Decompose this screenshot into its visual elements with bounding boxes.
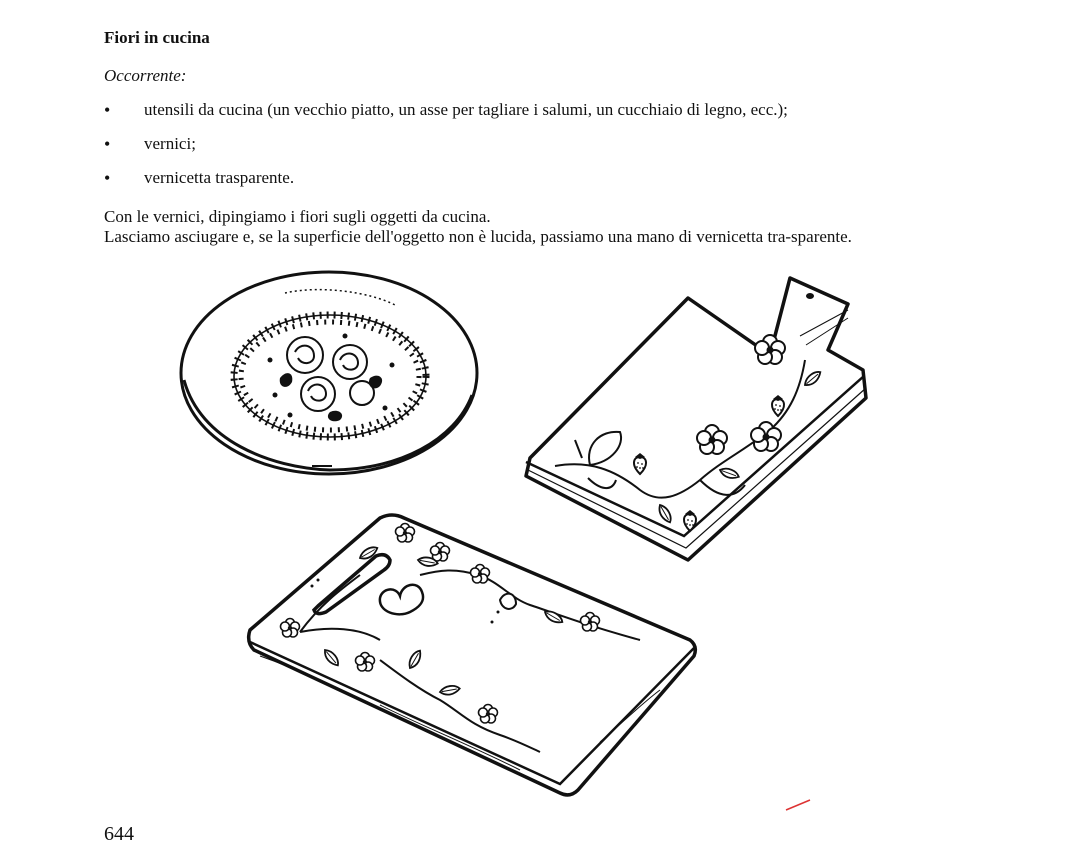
list-item: • vernici; <box>104 134 788 168</box>
instruction-line: Con le vernici, dipingiamo i fiori sugli oggetti da cucina. <box>104 207 491 226</box>
instruction-line: Lasciamo asciugare e, se la superficie dell'oggetto non è lucida, passiamo una mano di vernicetta tra-sparente. <box>104 227 852 246</box>
materials-label: Occorrente: <box>104 66 187 85</box>
cutting-board-illustration <box>249 515 696 795</box>
red-mark <box>786 800 810 810</box>
plate-illustration <box>181 272 477 474</box>
list-item: • vernicetta trasparente. <box>104 168 788 202</box>
page-number: 644 <box>104 823 134 845</box>
page-title: Fiori in cucina <box>104 28 210 47</box>
paddle-board-illustration <box>526 278 866 560</box>
list-item: • utensili da cucina (un vecchio piatto, un asse per tagliare i salumi, un cucchiaio di legno, ecc.); <box>104 100 788 134</box>
